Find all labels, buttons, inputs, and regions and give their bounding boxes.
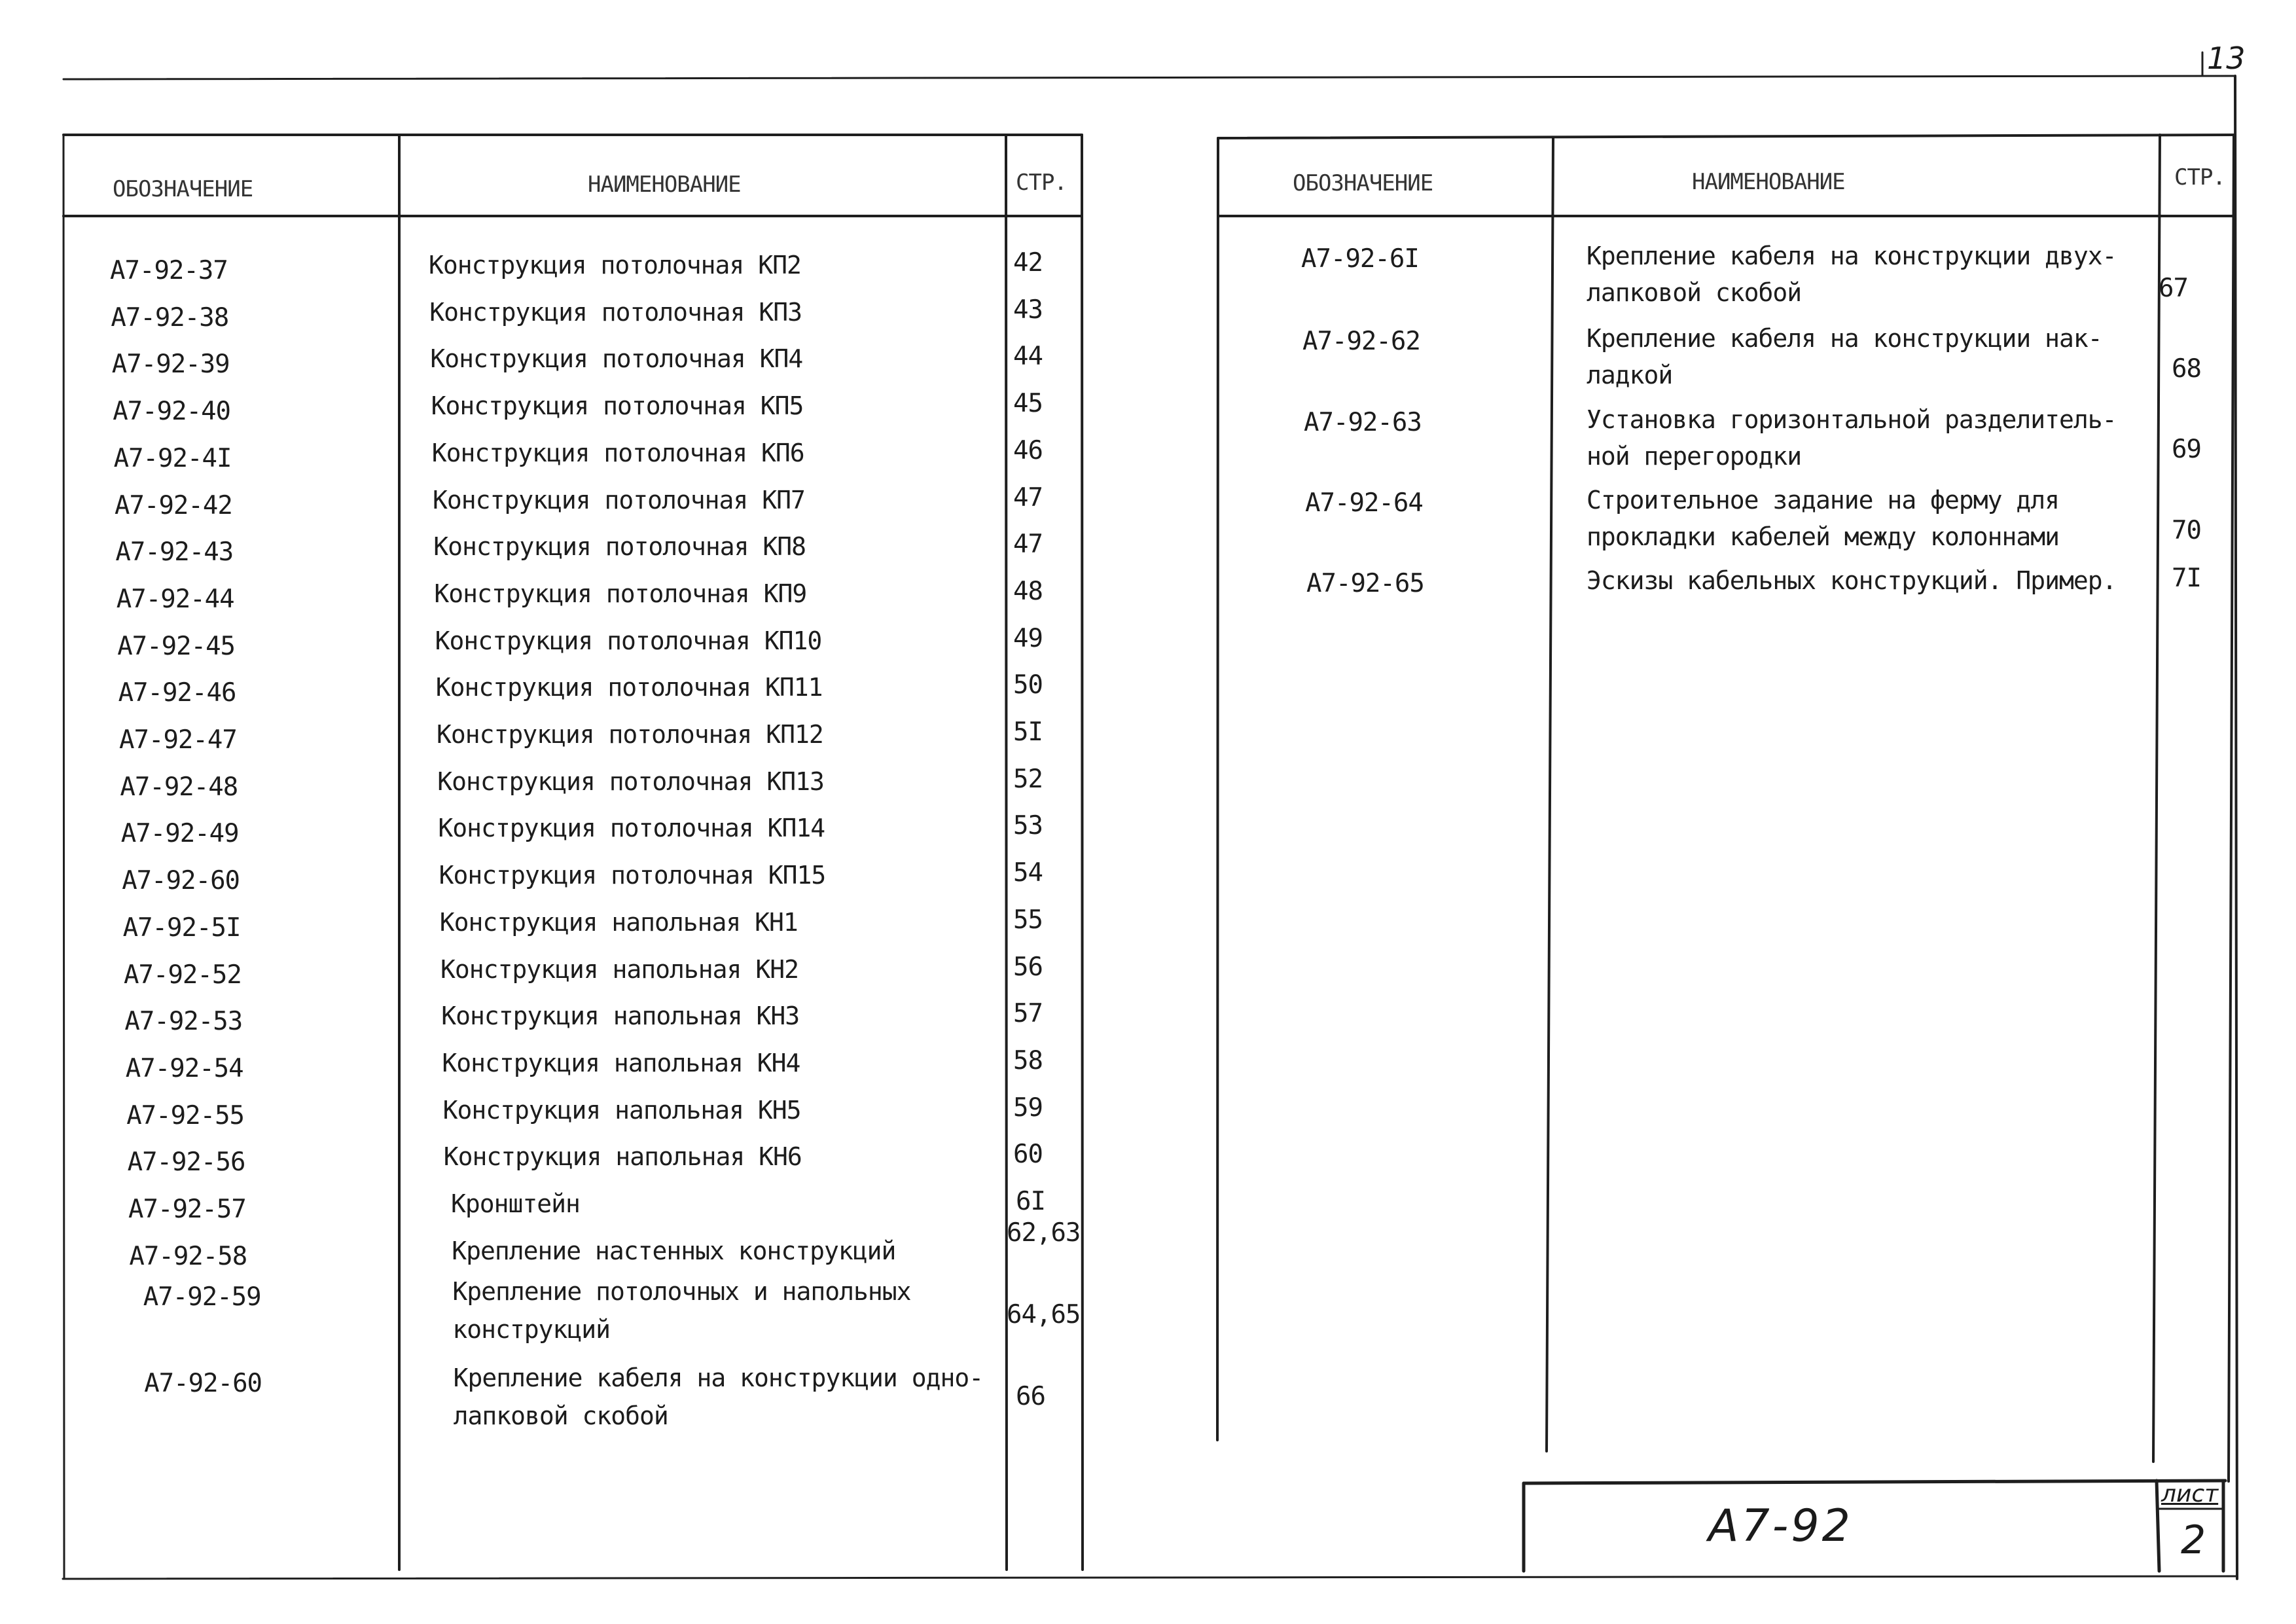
document-code: А7-92-60 bbox=[122, 866, 240, 896]
document-code: А7-92-52 bbox=[124, 960, 242, 990]
right-header-name: НАИМЕНОВАНИЕ bbox=[1692, 169, 1845, 195]
document-name: Конструкция потолочная КП12 bbox=[437, 720, 823, 749]
right-header-page: СТР. bbox=[2174, 164, 2225, 190]
page-number: 57 bbox=[1013, 999, 1043, 1029]
document-code: А7-92-48 bbox=[120, 772, 238, 802]
document-code: А7-92-39 bbox=[111, 350, 230, 380]
document-name: Конструкция напольная КН6 bbox=[443, 1142, 802, 1172]
left-header-name: НАИМЕНОВАНИЕ bbox=[588, 171, 741, 198]
page-number: 68 bbox=[2172, 354, 2201, 384]
document-code: А7-92-58 bbox=[129, 1241, 247, 1271]
document-code: А7-92-64 bbox=[1305, 488, 1423, 518]
document-name: Крепление кабеля на конструкции нак- bbox=[1587, 324, 2102, 353]
document-code: А7-92-59 bbox=[143, 1282, 261, 1312]
document-name: Конструкция напольная КН1 bbox=[439, 907, 798, 937]
document-code: А7-92-55 bbox=[126, 1100, 245, 1130]
page-number: 42 bbox=[1013, 248, 1043, 278]
page-number: 5I bbox=[1013, 717, 1043, 747]
page-number: 56 bbox=[1013, 952, 1043, 982]
document-name: Конструкция потолочная КП15 bbox=[439, 861, 826, 890]
left-header-designation: ОБОЗНАЧЕНИЕ bbox=[113, 176, 253, 202]
document-code: А7-92-45 bbox=[117, 631, 236, 661]
document-name: Конструкция потолочная КП3 bbox=[429, 297, 802, 327]
page-number: 7I bbox=[2172, 564, 2201, 593]
page-number: 43 bbox=[1013, 295, 1043, 325]
document-name: Конструкция потолочная КП2 bbox=[429, 251, 801, 280]
document-name: Крепление настенных конструкций bbox=[452, 1236, 896, 1265]
document-name: Крепление потолочных и напольных bbox=[452, 1277, 911, 1306]
page-number: 66 bbox=[1016, 1382, 1045, 1411]
document-name-continuation: конструкций bbox=[452, 1315, 611, 1344]
document-code: А7-92-6I bbox=[1301, 244, 1419, 274]
page-number: 58 bbox=[1013, 1045, 1043, 1075]
document-code: А7-92-65 bbox=[1306, 569, 1424, 598]
page-number: 60 bbox=[1013, 1140, 1043, 1170]
document-code: А7-92-53 bbox=[124, 1007, 243, 1037]
page-number: 47 bbox=[1013, 530, 1043, 560]
left-header-page: СТР. bbox=[1016, 170, 1067, 196]
document-name-continuation: ной перегородки bbox=[1587, 442, 1802, 471]
document-code: А7-92-49 bbox=[120, 819, 239, 849]
page-number: 48 bbox=[1013, 576, 1043, 606]
document-name-continuation: прокладки кабелей между колоннами bbox=[1587, 522, 2059, 551]
document-name: Конструкция потолочная КП10 bbox=[435, 626, 822, 655]
page-number: 45 bbox=[1013, 389, 1043, 419]
document-name-continuation: лапковой скобой bbox=[453, 1401, 668, 1430]
page-number: 59 bbox=[1013, 1092, 1043, 1123]
document-name-continuation: лапковой скобой bbox=[1587, 278, 1802, 307]
document-code: А7-92-43 bbox=[115, 537, 234, 568]
title-block-sheet-number: 2 bbox=[2181, 1517, 2206, 1563]
page-number: 49 bbox=[1013, 623, 1043, 653]
document-name: Конструкция потолочная КП5 bbox=[431, 391, 804, 421]
document-name: Конструкция напольная КН3 bbox=[441, 1001, 800, 1031]
page-number: 6I bbox=[1016, 1187, 1045, 1216]
document-code: А7-92-60 bbox=[144, 1369, 262, 1398]
document-name: Конструкция напольная КН4 bbox=[442, 1048, 800, 1077]
page-number: 70 bbox=[2172, 516, 2201, 545]
page-number: 53 bbox=[1013, 811, 1043, 841]
page-number: 62,63 bbox=[1007, 1218, 1081, 1248]
document-code: А7-92-56 bbox=[127, 1147, 245, 1178]
document-name: Крепление кабеля на конструкции двух- bbox=[1587, 242, 2117, 270]
document-code: А7-92-54 bbox=[125, 1053, 243, 1083]
document-name: Конструкция потолочная КП11 bbox=[435, 673, 823, 702]
document-name: Кронштейн bbox=[451, 1189, 580, 1218]
page-number: 67 bbox=[2159, 274, 2188, 303]
document-code: А7-92-47 bbox=[119, 725, 237, 755]
document-code: А7-92-44 bbox=[116, 584, 234, 614]
document-name: Конструкция напольная КН2 bbox=[440, 954, 798, 984]
page-number: 47 bbox=[1013, 482, 1043, 513]
page-number: 46 bbox=[1013, 435, 1043, 465]
page-number: 54 bbox=[1013, 858, 1043, 888]
document-code: А7-92-4I bbox=[113, 443, 232, 473]
document-name: Крепление кабеля на конструкции одно- bbox=[453, 1363, 984, 1392]
document-code: А7-92-37 bbox=[110, 256, 228, 285]
document-name: Установка горизонтальной разделитель- bbox=[1587, 405, 2117, 434]
title-block-sheet-label: лист bbox=[2161, 1481, 2219, 1507]
document-code: А7-92-38 bbox=[111, 302, 229, 333]
document-code: А7-92-62 bbox=[1302, 327, 1420, 356]
page-number: 55 bbox=[1013, 905, 1043, 935]
document-code: А7-92-42 bbox=[115, 490, 232, 520]
document-code: А7-92-63 bbox=[1304, 408, 1422, 437]
document-name: Конструкция потолочная КП14 bbox=[438, 814, 825, 843]
document-code: А7-92-46 bbox=[118, 678, 236, 708]
document-code: А7-92-40 bbox=[113, 397, 231, 427]
corner-sheet-number: 13 bbox=[2207, 41, 2246, 76]
page-number: 69 bbox=[2172, 435, 2201, 464]
document-code: А7-92-5I bbox=[122, 912, 241, 943]
document-name: Строительное задание на ферму для bbox=[1587, 486, 2059, 514]
document-name: Конструкция потолочная КП13 bbox=[437, 767, 824, 796]
document-name: Конструкция потолочная КП9 bbox=[434, 579, 807, 608]
page-number: 64,65 bbox=[1007, 1300, 1081, 1329]
page-number: 52 bbox=[1013, 764, 1043, 794]
document-code: А7-92-57 bbox=[128, 1195, 246, 1224]
document-name: Конструкция потолочная КП4 bbox=[430, 344, 803, 374]
document-name: Эскизы кабельных конструкций. Пример. bbox=[1587, 566, 2117, 595]
right-header-designation: ОБОЗНАЧЕНИЕ bbox=[1293, 170, 1433, 196]
document-name: Конструкция потолочная КП6 bbox=[431, 438, 804, 467]
page-number: 44 bbox=[1013, 342, 1043, 372]
page-number: 50 bbox=[1013, 670, 1043, 700]
document-name-continuation: ладкой bbox=[1587, 361, 1673, 389]
title-block-designation: А7-92 bbox=[1708, 1500, 1853, 1552]
document-name: Конструкция потолочная КП7 bbox=[433, 485, 805, 514]
document-name: Конструкция потолочная КП8 bbox=[433, 532, 806, 562]
document-name: Конструкция напольная КН5 bbox=[442, 1095, 801, 1125]
